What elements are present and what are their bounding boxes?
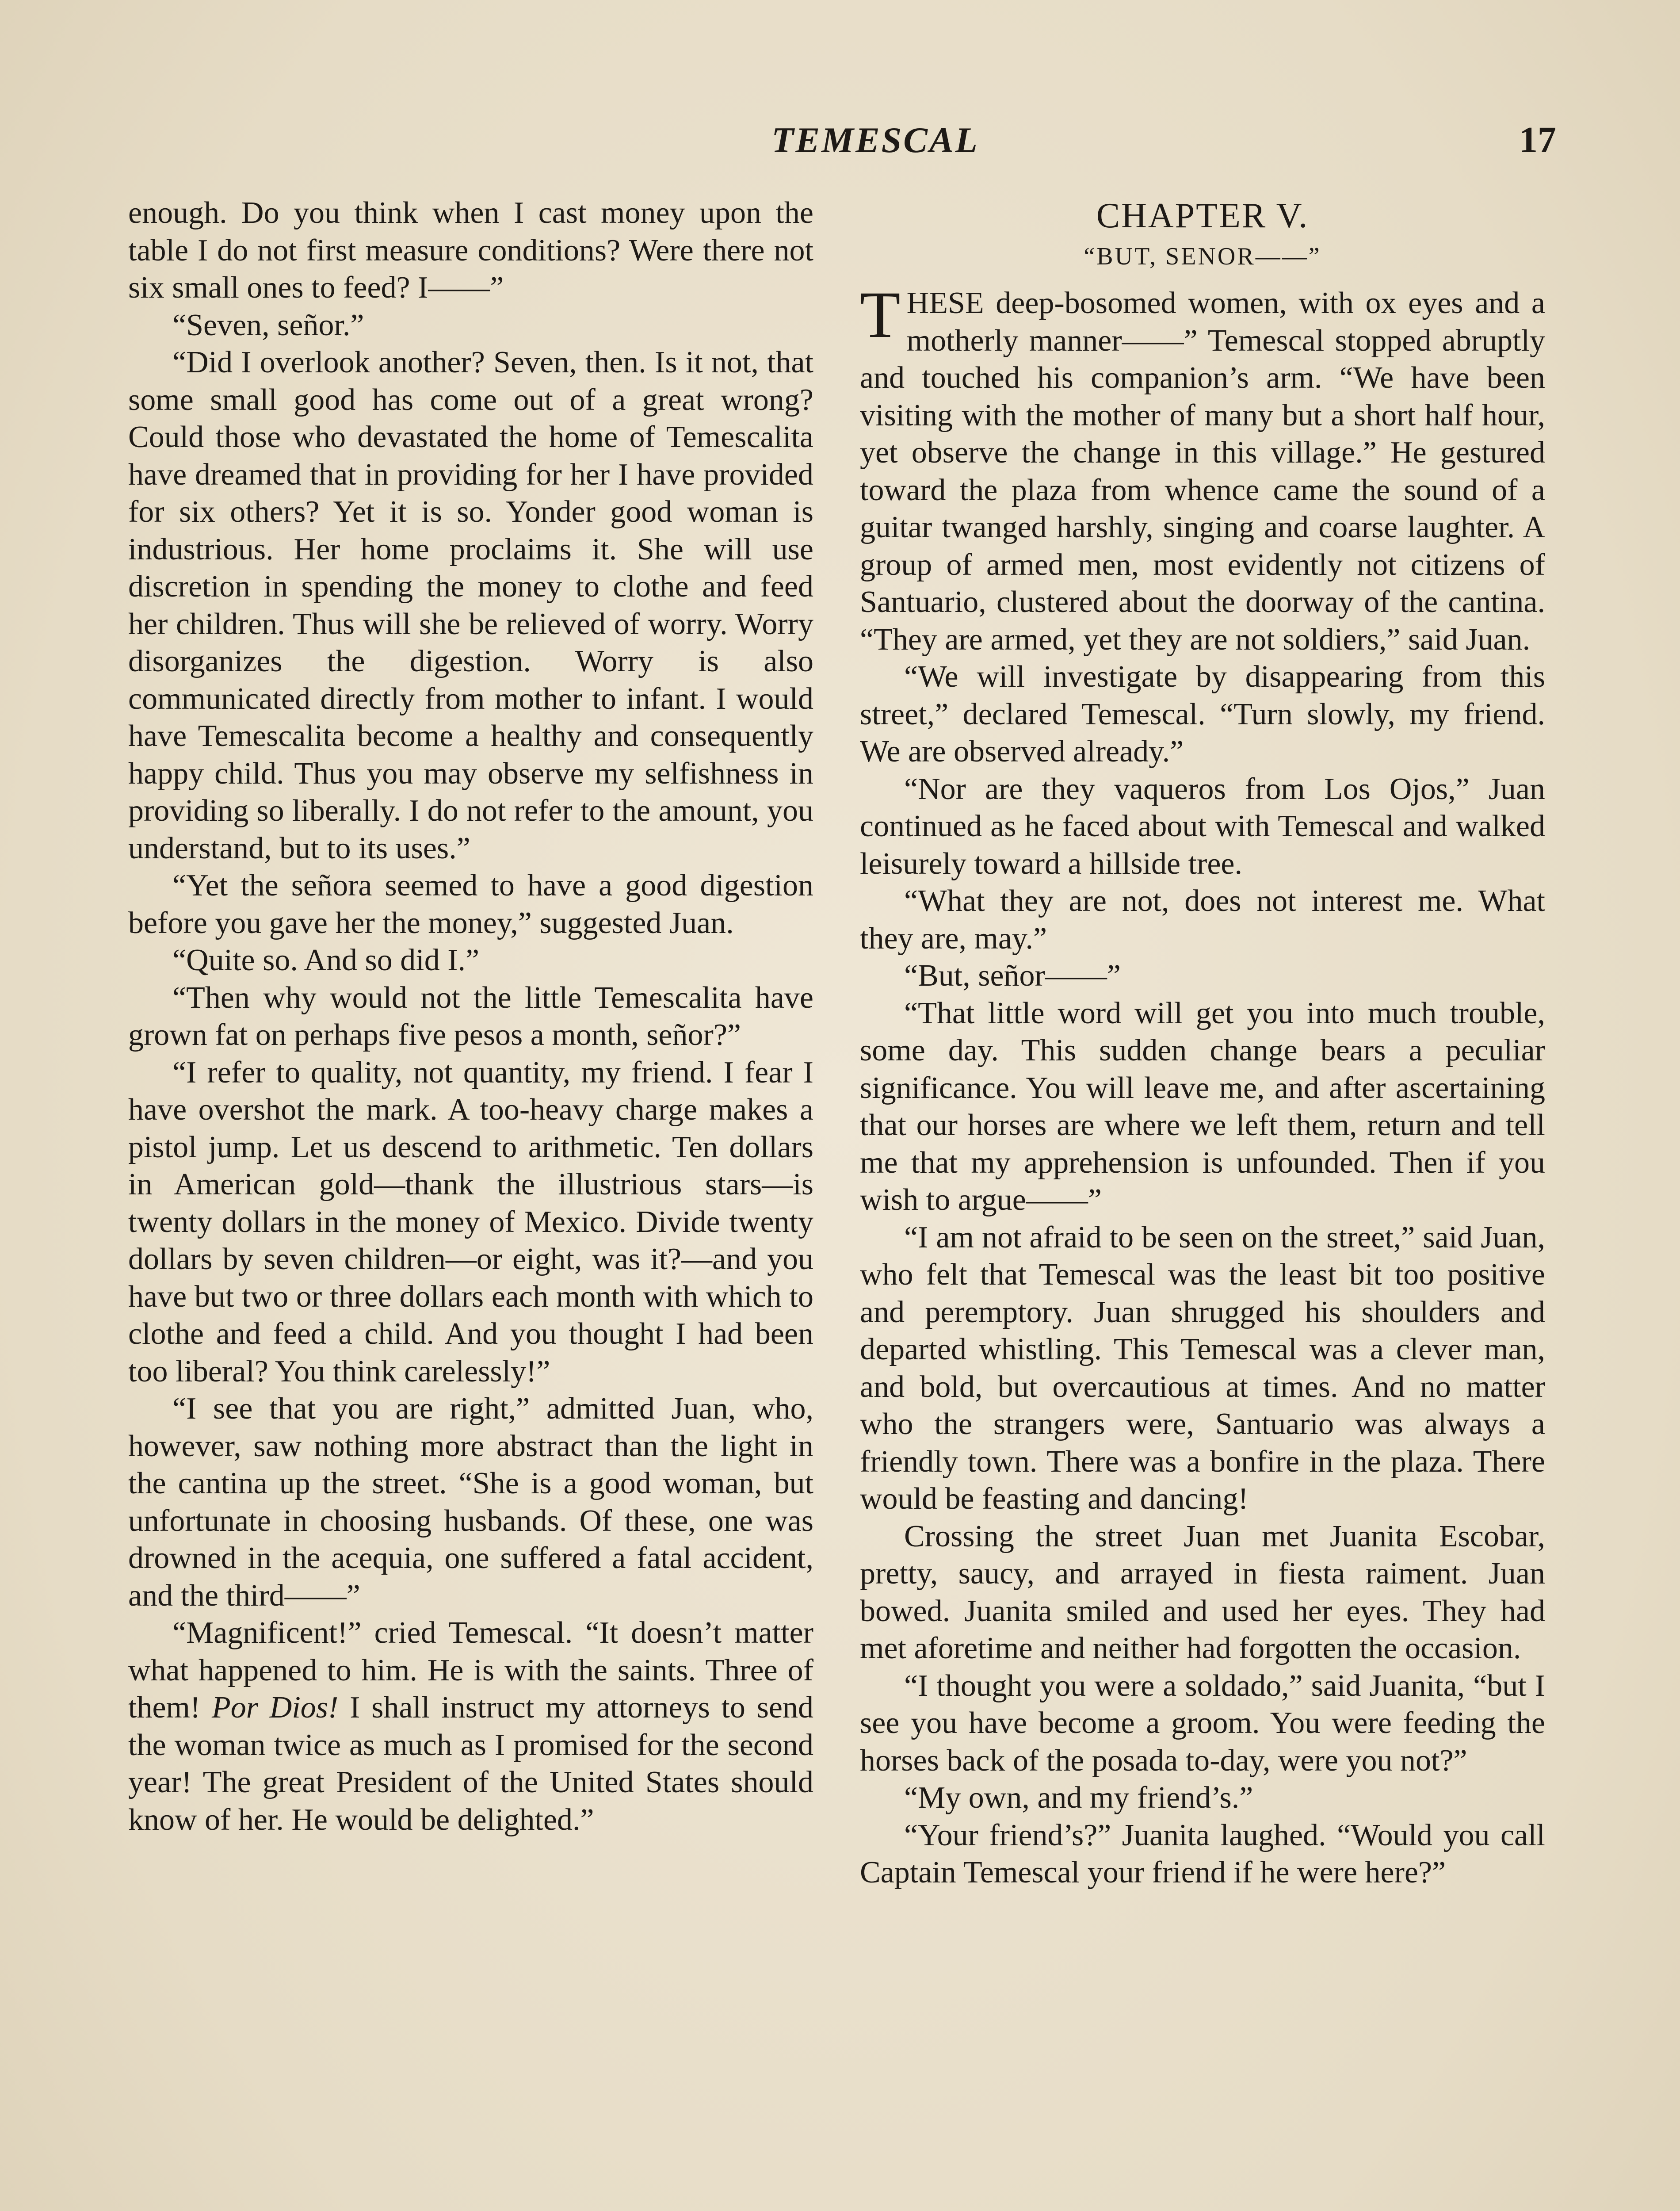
paragraph: “Yet the señora seemed to have a good digestion before you gave her the money,” suggested Juan. [128,868,813,940]
paragraph: “My own, and my friend’s.” [904,1781,1253,1815]
paragraph: “But, señor——” [904,959,1121,993]
paragraph: “Nor are they vaqueros from Los Ojos,” Juan continued as he faced about with Temescal and walked leisurely toward a hillside tree. [860,772,1545,881]
paragraph: enough. Do you think when I cast money upon the table I do not first measure conditions? Were there not six small ones to feed? I——” [128,196,813,305]
left-column [128,195,813,1839]
paragraph: Crossing the street Juan met Juanita Escobar, pretty, saucy, and arrayed in fiesta raiment. Juan bowed. Juanita smiled and used her eyes. They had met aforetime and neither had forgotten the occasion. [860,1519,1545,1665]
chapter-title: CHAPTER V. [1096,196,1309,235]
paragraph-text: “Magnificent!” cried Temescal. “It doesn’t matter what happened to him. He is with the saints. Three of them! [128,1616,813,1725]
paragraph: “We will investigate by disappearing from this street,” declared Temescal. “Turn slowly, my friend. We are observed already.” [860,660,1545,769]
drop-cap: T [860,278,901,352]
chapter-subtitle: “BUT, SENOR——” [1084,243,1321,270]
paragraph [128,1614,813,1839]
paragraph: “I see that you are right,” admitted Juan, who, however, saw nothing more abstract than the light in the cantina up the street. “She is a good woman, but unfortunate in choosing husbands. Of these, one was drowned in the acequia, one suffered a fatal accident, and the third——” [128,1392,813,1613]
paragraph: “Did I overlook another? Seven, then. Is it not, that some small good has come out of a great wrong? Could those who devastated the home of Temescalita have dreamed that in providing for her I have provided for six others? Yet it is so. Yonder good woman is industrious. Her home proclaims it. She will use discretion in spending the money to clothe and feed her children. Thus will she be relieved of worry. Worry disorganizes the digestion. Worry is also communicated directly from mother to infant. I would have Temescalita become a healthy and consequently happy child. Thus you may observe my selfishness in providing so liberally. I do not refer to the amount, you understand, but to its uses.” [128,345,813,865]
running-title: TEMESCAL [771,120,979,160]
paragraph: “That little word will get you into much trouble, some day. This sudden change bears a peculiar significance. You will leave me, and after ascertaining that our horses are where we left them, return and tell me that my apprehension is unfounded. Then if you wish to argue——” [860,996,1545,1217]
paragraph-text: HESE deep-bosomed women, with ox eyes and a motherly manner——” Temescal stopped abruptly and touched his companion’s arm. “We have been visiting with the mother of many but a short half hour, yet observe the change in this village.” He gestured toward the plaza from whence came the sound of a guitar twanged harshly, singing and coarse laughter. A group of armed men, most evidently not citizens of Santuario, clustered about the doorway of the cantina. “They are armed, yet they are not soldiers,” said Juan. [860,286,1545,657]
paragraph: “I am not afraid to be seen on the street,” said Juan, who felt that Temescal was the least bit too positive and peremptory. Juan shrugged his shoulders and departed whistling. This Temescal was a clever man, and bold, but overcautious at times. And no matter who the strangers were, Santuario was always a friendly town. There was a bonfire in the plaza. There would be feasting and dancing! [860,1220,1545,1516]
paragraph: “Then why would not the little Temescalita have grown fat on perhaps five pesos a month, señor?” [128,980,813,1052]
italic-phrase: Por Dios! [212,1691,339,1725]
page-number: 17 [1519,119,1556,161]
paragraph: “Quite so. And so did I.” [172,943,480,977]
opening-paragraph [860,278,1545,658]
paragraph: “What they are not, does not interest me. What they are, may.” [860,884,1545,956]
right-column [860,195,1545,1892]
paragraph: “I thought you were a soldado,” said Juanita, “but I see you have become a groom. You were feeding the horses back of the posada to-day, were you not?” [860,1668,1545,1778]
paragraph-text: I shall instruct my attorneys to send the woman twice as much as I promised for the second year! The great President of the United States should know of her. He would be delighted.” [128,1691,813,1837]
paragraph: “Your friend’s?” Juanita laughed. “Would you call Captain Temescal your friend if he were here?” [860,1818,1545,1890]
paragraph: “I refer to quality, not quantity, my friend. I fear I have overshot the mark. A too-heavy charge makes a pistol jump. Let us descend to arithmetic. Ten dollars in American gold—thank the illustrious stars—is twenty dollars in the money of Mexico. Divide twenty dollars by seven children—or eight, was it?—and you have but two or three dollars each month with which to clothe and feed a child. And you thought I had been too liberal? You think carelessly!” [128,1055,813,1389]
paragraph: “Seven, señor.” [172,308,364,342]
